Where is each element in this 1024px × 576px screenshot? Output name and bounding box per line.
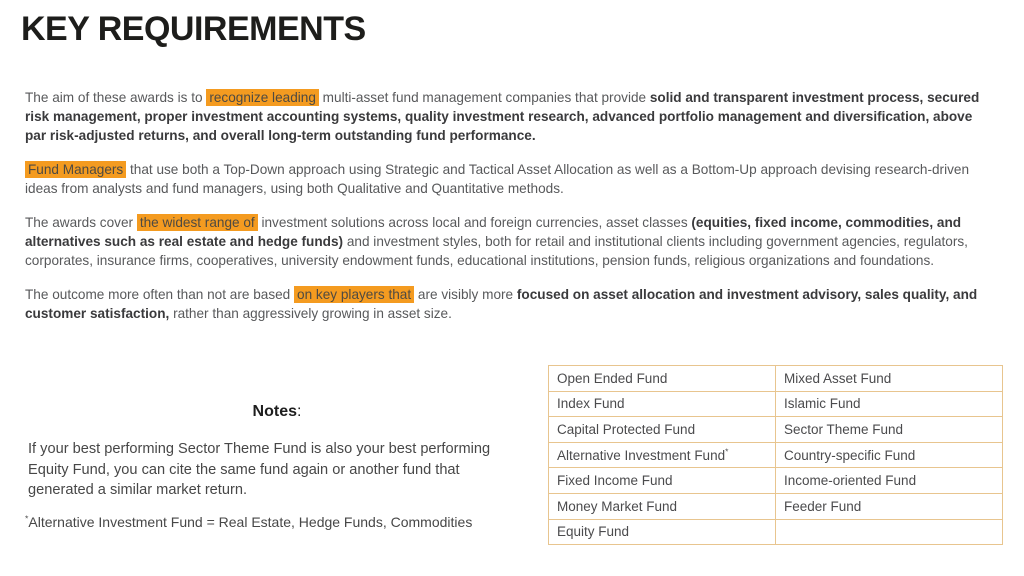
notes-heading-colon: :	[297, 403, 302, 420]
fund-table-body	[549, 366, 1003, 545]
table-row	[549, 442, 1003, 468]
page-title: KEY REQUIREMENTS	[21, 10, 366, 48]
highlighted-text: recognize leading	[206, 89, 319, 106]
notes-heading	[20, 403, 534, 421]
highlighted-text: Fund Managers	[25, 161, 126, 178]
paragraph	[25, 285, 993, 323]
table-cell: Income-oriented Fund	[776, 468, 1003, 494]
body-text: The aim of these awards is to	[25, 90, 207, 105]
body-text: The outcome more often than not are based	[25, 287, 295, 302]
highlighted-text: the widest range of	[137, 214, 258, 231]
table-cell: Index Fund	[549, 391, 776, 417]
body-text: multi-asset fund management companies that provide	[318, 90, 650, 105]
table-cell: Fixed Income Fund	[549, 468, 776, 494]
notes-section	[20, 403, 534, 530]
table-cell: Equity Fund	[549, 519, 776, 545]
footnote-text: Alternative Investment Fund = Real Estate, Hedge Funds, Commodities	[28, 513, 473, 530]
table-row	[549, 417, 1003, 443]
body-text: that use both a Top-Down approach using Strategic and Tactical Asset Allocation as well as a Bottom-Up approach devising research-driven ideas from analysts and fund managers, using both Qualitative and Quantitative methods.	[25, 162, 970, 196]
paragraph	[25, 160, 993, 198]
table-cell: Islamic Fund	[776, 391, 1003, 417]
bold-text: (equities, fixed income, commodities, and alternatives such as real estate and hedge funds)	[25, 215, 962, 249]
bold-text: solid and transparent investment process, secured risk management, proper investment accounting systems, quality investment research, advanced portfolio management and diversification, above par risk-adjusted returns, and overall long-term outstanding fund performance.	[25, 90, 980, 143]
cell-asterisk: *	[725, 446, 729, 457]
body-text: are visibly more	[414, 287, 517, 302]
table-row	[549, 468, 1003, 494]
fund-types-table	[548, 365, 1003, 545]
table-cell: Mixed Asset Fund	[776, 366, 1003, 392]
notes-body-text: If your best performing Sector Theme Fund is also your best performing Equity Fund, you can cite the same fund again or another fund that generated a similar market return.	[28, 441, 491, 498]
footnote-asterisk: *	[25, 512, 29, 523]
body-text: The awards cover	[25, 215, 137, 230]
body-text: and investment styles, both for retail and institutional clients including government agencies, regulators, corporates, insurance firms, cooperatives, university endowment funds, educational institutions, pension funds, religious organizations and foundations.	[25, 234, 968, 268]
notes-footnote	[25, 514, 534, 530]
table-row	[549, 493, 1003, 519]
table-cell: Country-specific Fund	[776, 442, 1003, 468]
table-cell	[776, 519, 1003, 545]
paragraph	[25, 213, 993, 270]
paragraph	[25, 88, 993, 145]
table-row	[549, 519, 1003, 545]
bold-text: focused on asset allocation and investment advisory, sales quality, and customer satisfaction,	[25, 287, 978, 321]
notes-heading-label: Notes	[252, 403, 297, 420]
table-cell: Alternative Investment Fund*	[549, 442, 776, 468]
table-row	[549, 391, 1003, 417]
table-cell: Open Ended Fund	[549, 366, 776, 392]
table-cell: Feeder Fund	[776, 493, 1003, 519]
body-paragraphs	[25, 88, 993, 338]
highlighted-text: on key players that	[294, 286, 414, 303]
body-text: investment solutions across local and foreign currencies, asset classes	[257, 215, 692, 230]
table-cell: Money Market Fund	[549, 493, 776, 519]
table-cell: Sector Theme Fund	[776, 417, 1003, 443]
table-cell: Capital Protected Fund	[549, 417, 776, 443]
body-text: rather than aggressively growing in asset size.	[169, 306, 452, 321]
table-row	[549, 366, 1003, 392]
